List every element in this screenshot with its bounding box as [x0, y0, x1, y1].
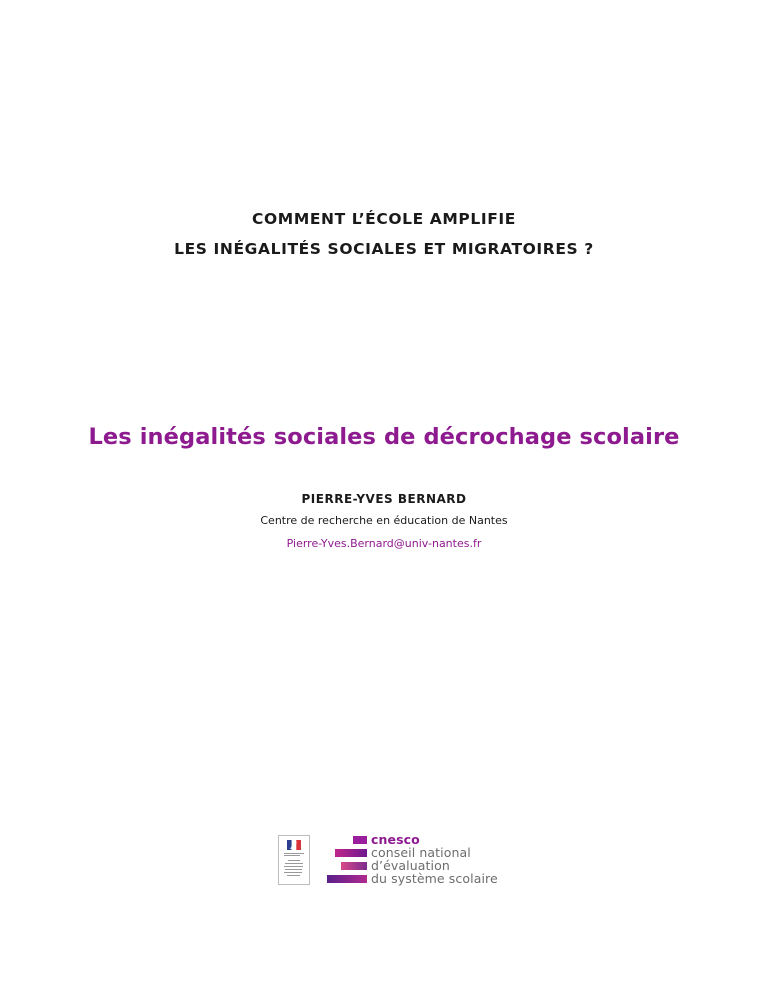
- marianne-flag-icon: [287, 840, 301, 850]
- cnesco-line-4: du système scolaire: [371, 871, 498, 886]
- author-affiliation: Centre de recherche en éducation de Nantes: [260, 514, 508, 527]
- author-email-link[interactable]: Pierre-Yves.Bernard@univ-nantes.fr: [286, 537, 482, 550]
- cnesco-logo-icon: [327, 834, 497, 886]
- cnesco-line-2: conseil national: [371, 845, 471, 860]
- series-title-line-2: LES INÉGALITÉS SOCIALES ET MIGRATOIRES ?: [174, 240, 594, 258]
- cnesco-name: cnesco: [371, 832, 420, 847]
- series-title: [0, 204, 768, 264]
- author-name: PIERRE-YVES BERNARD: [301, 492, 467, 506]
- document-title: Les inégalités sociales de décrochage scolaire: [88, 424, 680, 450]
- ministry-logo-icon: [278, 835, 310, 885]
- cnesco-line-3: d’évaluation: [371, 858, 450, 873]
- series-title-line-1: COMMENT L’ÉCOLE AMPLIFIE: [252, 210, 516, 228]
- author-block: [0, 488, 768, 555]
